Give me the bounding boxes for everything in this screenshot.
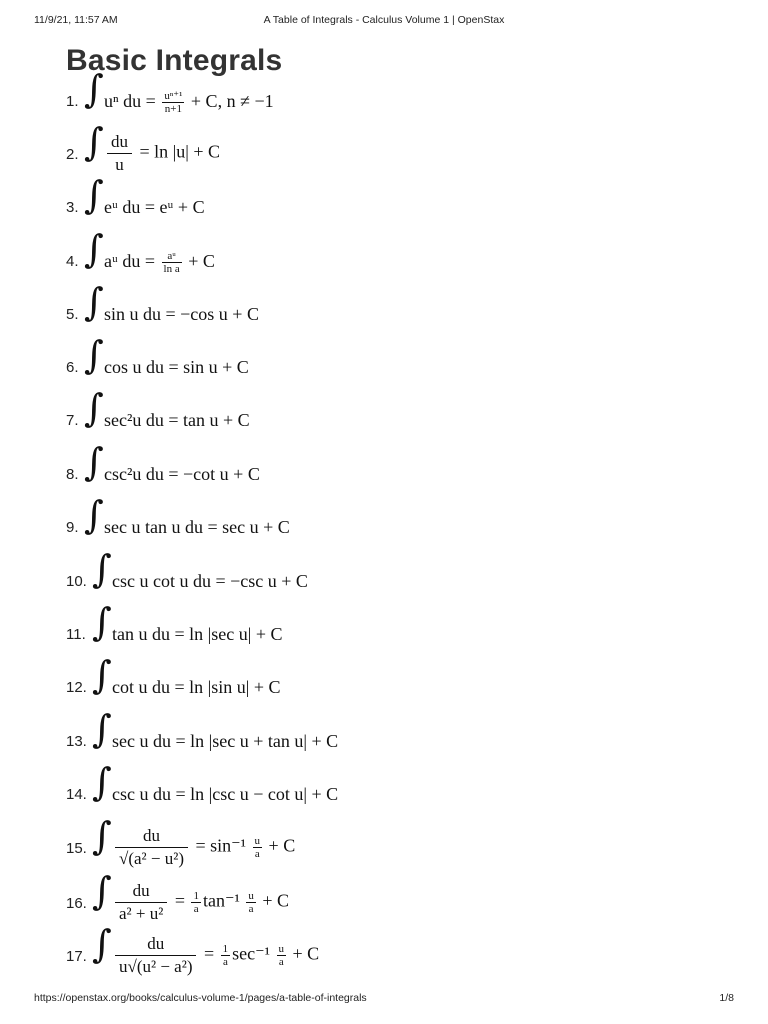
integral-formula — [0, 120, 768, 201]
formula-number: 16. — [66, 895, 87, 912]
formula-number: 14. — [66, 786, 87, 803]
integrand-fraction — [115, 933, 196, 978]
integral-sign-icon: ∫ — [92, 922, 112, 966]
integrand-fraction-denominator: u√(u² − a²) — [119, 957, 193, 976]
formula-expression — [112, 880, 289, 925]
formula-number: 17. — [66, 948, 87, 965]
formula-expression — [112, 623, 283, 645]
formula-number: 15. — [66, 840, 87, 857]
formula-expression — [112, 676, 281, 698]
coefficient-fraction-numerator: 1 — [222, 943, 229, 955]
result-text: + C — [288, 943, 320, 964]
coefficient-fraction-numerator: 1 — [193, 890, 199, 902]
equals-text: = — [199, 943, 219, 964]
argument-fraction — [253, 835, 263, 860]
integral-sign-icon: ∫ — [84, 120, 104, 164]
formula-expression — [104, 356, 249, 378]
formula-expression — [104, 196, 205, 218]
formula-number: 2. — [66, 146, 79, 163]
formula-number: 4. — [66, 253, 79, 270]
integral-sign-icon: ∫ — [92, 869, 112, 913]
result-fraction-denominator: n+1 — [164, 103, 182, 116]
integrand-fraction — [107, 131, 132, 176]
formula-number: 12. — [66, 679, 87, 696]
integrand-text: aᵘ du = — [104, 251, 160, 271]
equals-text: = — [170, 890, 190, 911]
formula-expression — [104, 516, 290, 538]
integral-sign-icon: ∫ — [84, 440, 104, 484]
integrand-text: tan u du = ln |sec u| + C — [112, 624, 283, 644]
coefficient-fraction — [191, 890, 201, 915]
formula-number: 6. — [66, 359, 79, 376]
formula-expression — [104, 409, 250, 431]
formula-number: 11. — [66, 626, 86, 643]
integrand-fraction-denominator: √(a² − u²) — [119, 849, 184, 868]
result-text: + C, n ≠ −1 — [186, 91, 274, 111]
result-fraction — [162, 250, 182, 275]
argument-fraction-denominator: a — [278, 956, 284, 968]
formula-expression — [104, 463, 260, 485]
section-heading: Basic Integrals — [66, 44, 283, 77]
result-text: + C — [257, 890, 290, 911]
formula-number: 5. — [66, 306, 79, 323]
print-page-number: 1/8 — [719, 992, 734, 1004]
result-text: = ln |u| + C — [135, 141, 221, 162]
integrand-text: uⁿ du = — [104, 91, 161, 111]
integral-sign-icon: ∫ — [92, 653, 112, 697]
integrand-text: cot u du = ln |sin u| + C — [112, 677, 281, 697]
integrand-text: sin u du = −cos u + C — [104, 304, 259, 324]
argument-fraction — [246, 890, 256, 915]
formula-expression — [112, 783, 338, 805]
integral-sign-icon: ∫ — [84, 173, 104, 217]
argument-fraction-denominator: a — [254, 848, 260, 860]
print-datetime: 11/9/21, 11:57 AM — [34, 14, 118, 26]
argument-fraction-numerator: u — [254, 835, 261, 847]
integral-formula — [0, 173, 768, 254]
formula-number: 10. — [66, 573, 87, 590]
integral-sign-icon: ∫ — [84, 67, 104, 111]
integrand-text: eᵘ du = eᵘ + C — [104, 197, 205, 217]
integral-sign-icon: ∫ — [92, 760, 112, 804]
formula-number: 8. — [66, 466, 79, 483]
formula-number: 3. — [66, 199, 79, 216]
integral-sign-icon: ∫ — [84, 386, 104, 430]
argument-fraction — [277, 943, 287, 968]
integral-formula — [0, 653, 768, 734]
integral-formula — [0, 227, 768, 308]
coefficient-fraction-denominator: a — [193, 903, 199, 915]
integrand-fraction-numerator: du — [107, 131, 132, 154]
formula-expression — [112, 933, 319, 978]
formula-expression — [112, 730, 338, 752]
formula-number: 7. — [66, 412, 79, 429]
integral-sign-icon: ∫ — [84, 333, 104, 377]
integrand-fraction-numerator: du — [115, 825, 188, 848]
integral-formula — [0, 547, 768, 628]
equals-text: = sin⁻¹ — [190, 835, 251, 856]
result-fraction-denominator: ln a — [163, 263, 180, 276]
argument-fraction-numerator: u — [248, 890, 254, 902]
integrand-fraction-numerator: du — [115, 880, 167, 903]
integrand-text: sec u tan u du = sec u + C — [104, 517, 290, 537]
integrand-fraction-numerator: du — [115, 933, 196, 956]
integrand-text: sec²u du = tan u + C — [104, 410, 250, 430]
formula-expression — [104, 303, 259, 325]
result-fraction-numerator: aᵘ — [162, 250, 182, 263]
inverse-trig-text: sec⁻¹ — [232, 943, 275, 964]
integral-formula — [0, 386, 768, 467]
integral-sign-icon: ∫ — [84, 280, 104, 324]
integrand-text: csc u du = ln |csc u − cot u| + C — [112, 784, 339, 804]
argument-fraction-denominator: a — [248, 903, 254, 915]
integral-formula — [0, 600, 768, 681]
inverse-trig-text: tan⁻¹ — [202, 890, 245, 911]
integral-sign-icon: ∫ — [84, 493, 104, 537]
result-fraction — [162, 90, 184, 115]
formula-number: 13. — [66, 733, 87, 750]
integrand-text: cos u du = sin u + C — [104, 357, 249, 377]
integral-sign-icon: ∫ — [92, 814, 112, 858]
result-text: + C — [264, 835, 296, 856]
integral-formula — [0, 333, 768, 414]
integral-formula — [0, 280, 768, 361]
print-page-title: A Table of Integrals - Calculus Volume 1 | OpenStax — [263, 14, 505, 26]
integral-formula — [0, 440, 768, 521]
integrand-fraction-denominator: a² + u² — [119, 904, 164, 923]
formula-expression — [104, 250, 215, 275]
formula-expression — [104, 90, 274, 115]
formula-number: 1. — [66, 93, 79, 110]
integral-sign-icon: ∫ — [92, 707, 112, 751]
integrand-fraction-denominator: u — [115, 155, 124, 174]
integral-sign-icon: ∫ — [92, 547, 112, 591]
integrand-fraction — [115, 880, 167, 925]
formula-expression — [104, 131, 220, 176]
argument-fraction-numerator: u — [278, 943, 285, 955]
integrand-text: sec u du = ln |sec u + tan u| + C — [112, 731, 339, 751]
coefficient-fraction-denominator: a — [222, 956, 228, 968]
integrand-text: csc u cot u du = −csc u + C — [112, 571, 308, 591]
integrand-text: csc²u du = −cot u + C — [104, 464, 260, 484]
print-url[interactable]: https://openstax.org/books/calculus-volume-1/pages/a-table-of-integrals — [34, 992, 367, 1004]
formula-expression — [112, 570, 308, 592]
integral-formula — [0, 493, 768, 574]
result-fraction-numerator: uⁿ⁺¹ — [164, 90, 183, 103]
integral-sign-icon: ∫ — [84, 227, 104, 271]
formula-expression — [112, 825, 295, 870]
integral-formula — [0, 707, 768, 788]
coefficient-fraction — [221, 943, 231, 968]
formula-number: 9. — [66, 519, 79, 536]
integrand-fraction — [115, 825, 188, 870]
integral-sign-icon: ∫ — [92, 600, 112, 644]
result-text: + C — [183, 251, 215, 271]
